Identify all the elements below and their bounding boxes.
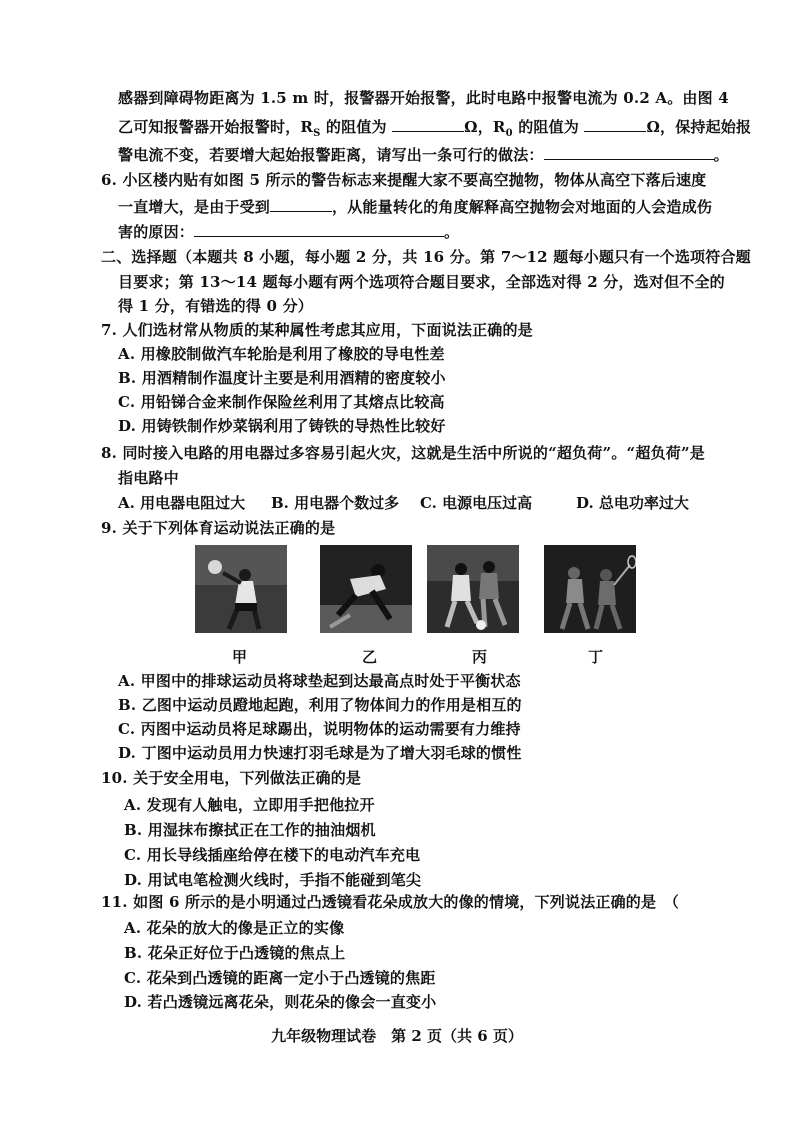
q8-option-c[interactable]: C. 电源电压过高 [420,494,533,512]
q7-option-a[interactable]: A. 用橡胶制做汽车轮胎是利用了橡胶的导电性差 [118,345,445,363]
q8-stem-line-2: 指电路中 [118,469,179,487]
q10-option-b[interactable]: B. 用湿抹布擦拭正在工作的抽油烟机 [124,821,376,839]
answer-blank-r0[interactable] [584,114,646,132]
rs-subscript: S [313,128,321,139]
q10-option-c[interactable]: C. 用长导线插座给停在楼下的电动汽车充电 [124,846,421,864]
q11-option-d[interactable]: D. 若凸透镜远离花朵，则花朵的像会一直变小 [124,993,437,1011]
q5-text: Ω，保持起始报 [646,118,752,136]
photo-football [427,545,519,633]
q9-option-b[interactable]: B. 乙图中运动员蹬地起跑，利用了物体间力的作用是相互的 [118,696,522,714]
caption-ding: 丁 [588,648,604,666]
q7-option-c[interactable]: C. 用铅锑合金来制作保险丝利用了其熔点比较高 [118,393,445,411]
photo-sprinter [320,545,412,633]
q8-stem-line-1: 8. 同时接入电路的用电器过多容易引起火灾，这就是生活中所说的“超负荷”。“超负荷”是 [101,444,705,462]
photo-volleyball [195,545,287,633]
q5-text: 的阻值为 [512,118,579,136]
q6-text: 一直增大，是由于受到 [118,198,271,216]
q6-line-3 [118,219,459,244]
q11-option-b[interactable]: B. 花朵正好位于凸透镜的焦点上 [124,944,346,962]
q6-line-2 [118,194,712,219]
caption-bing: 丙 [472,648,488,666]
q9-option-a[interactable]: A. 甲图中的排球运动员将球垫起到达最高点时处于平衡状态 [118,672,521,690]
caption-yi: 乙 [362,648,378,666]
q6-line-1: 6. 小区楼内贴有如图 5 所示的警告标志来提醒大家不要高空抛物，物体从高空下落后速度 [101,171,707,189]
volleyball-player-image [195,545,287,633]
q8-option-b[interactable]: B. 用电器个数过多 [271,494,400,512]
q10-option-d[interactable]: D. 用试电笔检测火线时，手指不能碰到笔尖 [124,871,422,889]
q8-option-a[interactable]: A. 用电器电阻过大 [118,494,246,512]
q9-stem: 9. 关于下列体育运动说法正确的是 [101,519,336,537]
q9-option-c[interactable]: C. 丙图中运动员将足球踢出，说明物体的运动需要有力维持 [118,720,521,738]
sprinter-image [320,545,412,633]
q5-line-1: 感器到障碍物距离为 1.5 m 时，报警器开始报警，此时电路中报警电流为 0.2 A。由图 4 [118,89,729,107]
q5-text: Ω，R [464,118,506,136]
badminton-players-image [544,545,636,633]
q10-stem: 10. 关于安全用电，下列做法正确的是 [101,769,362,787]
q5-line-3 [118,142,729,167]
answer-blank-reason[interactable] [194,219,444,237]
caption-jia: 甲 [232,648,248,666]
q5-text: 的阻值为 [320,118,387,136]
q11-option-a[interactable]: A. 花朵的放大的像是正立的实像 [124,919,345,937]
q5-period: 。 [713,146,729,164]
q11-option-c[interactable]: C. 花朵到凸透镜的距离一定小于凸透镜的焦距 [124,969,436,987]
page-footer: 九年级物理试卷 第 2 页（共 6 页） [271,1027,523,1045]
q7-option-b[interactable]: B. 用酒精制作温度计主要是利用酒精的密度较小 [118,369,446,387]
r0-subscript: 0 [505,128,513,139]
section-2-heading-line-1: 二、选择题（本题共 8 小题，每小题 2 分，共 16 分。第 7～12 题每小题只有一个选项符合题 [101,248,751,266]
section-2-heading-line-3: 得 1 分，有错选的得 0 分） [118,297,313,315]
q8-option-d[interactable]: D. 总电功率过大 [576,494,689,512]
q5-text: 乙可知报警器开始报警时，R [118,118,314,136]
answer-blank-force[interactable] [270,194,332,212]
q6-text: ，从能量转化的角度解释高空抛物会对地面的人会造成伤 [332,198,713,216]
football-players-image [427,545,519,633]
q9-option-d[interactable]: D. 丁图中运动员用力快速打羽毛球是为了增大羽毛球的惯性 [118,744,522,762]
q7-option-d[interactable]: D. 用铸铁制作炒菜锅利用了铸铁的导热性比较好 [118,417,446,435]
photo-badminton [544,545,636,633]
q6-text: 害的原因： [118,223,195,241]
q10-option-a[interactable]: A. 发现有人触电，立即用手把他拉开 [124,796,375,814]
answer-blank-method[interactable] [544,142,714,160]
q7-stem: 7. 人们选材常从物质的某种属性考虑其应用，下面说法正确的是 [101,321,533,339]
q5-text: 警电流不变，若要增大起始报警距离，请写出一条可行的做法： [118,146,544,164]
q11-stem: 11. 如图 6 所示的是小明通过凸透镜看花朵成放大的像的情境，下列说法正确的是 （ [101,893,680,911]
section-2-heading-line-2: 目要求；第 13～14 题每小题有两个选项符合题目要求，全部选对得 2 分，选对但不全的 [118,273,725,291]
answer-blank-rs[interactable] [392,114,464,132]
q6-period: 。 [444,223,460,241]
